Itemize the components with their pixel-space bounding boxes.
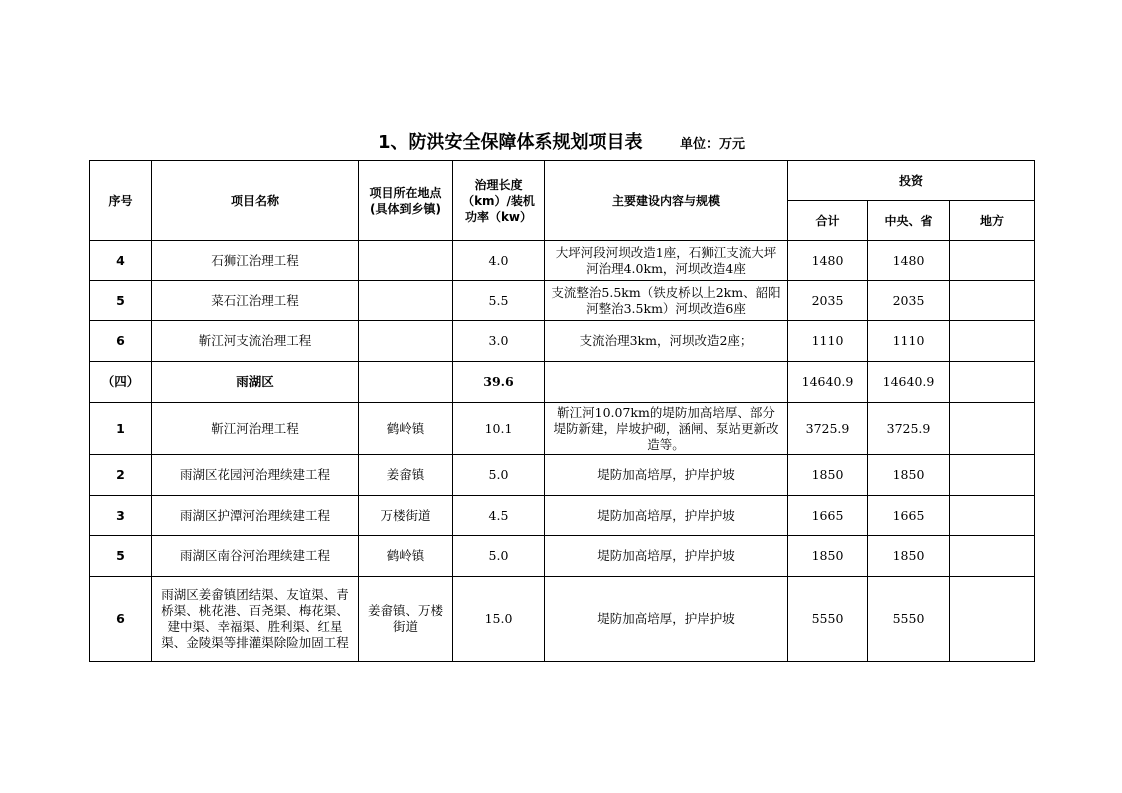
cell-content: 堤防加高培厚，护岸护坡 <box>545 496 788 536</box>
table-row <box>90 403 1035 455</box>
cell-total: 1665 <box>788 496 868 536</box>
table-row <box>90 241 1035 281</box>
unit-label: 单位：万元 <box>680 137 746 152</box>
cell-content: 大坪河段河坝改造1座，石狮江支流大坪河治理4.0km，河坝改造4座 <box>545 241 788 281</box>
cell-length: 5.5 <box>453 281 545 321</box>
cell-central: 1850 <box>868 536 950 577</box>
cell-content: 支流整治5.5km（铁皮桥以上2km、韶阳河整治3.5km）河坝改造6座 <box>545 281 788 321</box>
cell-total: 14640.9 <box>788 362 868 403</box>
cell-total: 5550 <box>788 577 868 662</box>
cell-seq: 5 <box>90 536 152 577</box>
table-row <box>90 281 1035 321</box>
header-seq: 序号 <box>90 161 152 241</box>
cell-total: 1480 <box>788 241 868 281</box>
cell-name: 靳江河治理工程 <box>152 403 359 455</box>
cell-total: 1850 <box>788 536 868 577</box>
header-location: 项目所在地点(具体到乡镇) <box>359 161 453 241</box>
cell-length: 39.6 <box>453 362 545 403</box>
cell-total: 1110 <box>788 321 868 362</box>
cell-seq: 6 <box>90 577 152 662</box>
cell-location <box>359 241 453 281</box>
cell-central: 14640.9 <box>868 362 950 403</box>
cell-local <box>950 536 1035 577</box>
cell-length: 15.0 <box>453 577 545 662</box>
cell-content: 支流治理3km，河坝改造2座； <box>545 321 788 362</box>
table-body <box>90 241 1035 662</box>
cell-content: 靳江河10.07km的堤防加高培厚、部分堤防新建，岸坡护砌，涵闸、泵站更新改造等。 <box>545 403 788 455</box>
page-title: 1、防洪安全保障体系规划项目表 <box>378 132 643 153</box>
cell-length: 5.0 <box>453 536 545 577</box>
cell-central: 1110 <box>868 321 950 362</box>
header-investment: 投资 <box>788 161 1035 201</box>
cell-local <box>950 321 1035 362</box>
table-row <box>90 455 1035 496</box>
cell-name: 雨湖区南谷河治理续建工程 <box>152 536 359 577</box>
cell-local <box>950 362 1035 403</box>
title-row <box>0 128 1122 156</box>
cell-length: 3.0 <box>453 321 545 362</box>
cell-central: 1480 <box>868 241 950 281</box>
header-length: 治理长度（km）/装机功率（kw） <box>453 161 545 241</box>
header-total: 合计 <box>788 201 868 241</box>
cell-local <box>950 241 1035 281</box>
cell-content <box>545 362 788 403</box>
section-row <box>90 362 1035 403</box>
cell-content: 堤防加高培厚，护岸护坡 <box>545 455 788 496</box>
cell-content: 堤防加高培厚，护岸护坡 <box>545 577 788 662</box>
cell-name: 雨湖区护潭河治理续建工程 <box>152 496 359 536</box>
cell-local <box>950 403 1035 455</box>
cell-length: 4.0 <box>453 241 545 281</box>
cell-seq: 3 <box>90 496 152 536</box>
cell-local <box>950 455 1035 496</box>
header-local: 地方 <box>950 201 1035 241</box>
table-row <box>90 496 1035 536</box>
header-central: 中央、省 <box>868 201 950 241</box>
cell-location <box>359 362 453 403</box>
cell-total: 1850 <box>788 455 868 496</box>
table-row <box>90 321 1035 362</box>
cell-local <box>950 496 1035 536</box>
cell-seq: 4 <box>90 241 152 281</box>
cell-total: 3725.9 <box>788 403 868 455</box>
cell-location: 万楼街道 <box>359 496 453 536</box>
cell-location: 姜畲镇 <box>359 455 453 496</box>
table-row <box>90 577 1035 662</box>
table-row <box>90 536 1035 577</box>
cell-seq: （四） <box>90 362 152 403</box>
cell-name: 石狮江治理工程 <box>152 241 359 281</box>
cell-location <box>359 281 453 321</box>
cell-central: 1665 <box>868 496 950 536</box>
header-content: 主要建设内容与规模 <box>545 161 788 241</box>
cell-seq: 5 <box>90 281 152 321</box>
cell-length: 10.1 <box>453 403 545 455</box>
cell-location: 姜畲镇、万楼街道 <box>359 577 453 662</box>
cell-location: 鹤岭镇 <box>359 403 453 455</box>
cell-local <box>950 281 1035 321</box>
header-name: 项目名称 <box>152 161 359 241</box>
cell-central: 1850 <box>868 455 950 496</box>
cell-location: 鹤岭镇 <box>359 536 453 577</box>
cell-name: 靳江河支流治理工程 <box>152 321 359 362</box>
cell-content: 堤防加高培厚，护岸护坡 <box>545 536 788 577</box>
project-table <box>89 160 1035 662</box>
cell-name: 雨湖区花园河治理续建工程 <box>152 455 359 496</box>
cell-length: 5.0 <box>453 455 545 496</box>
cell-total: 2035 <box>788 281 868 321</box>
cell-seq: 6 <box>90 321 152 362</box>
cell-central: 5550 <box>868 577 950 662</box>
cell-name: 菜石江治理工程 <box>152 281 359 321</box>
cell-local <box>950 577 1035 662</box>
cell-name: 雨湖区姜畲镇团结渠、友谊渠、青桥渠、桃花港、百尧渠、梅花渠、建中渠、幸福渠、胜利渠、红星渠、金陵渠等排灌渠除险加固工程 <box>152 577 359 662</box>
cell-name: 雨湖区 <box>152 362 359 403</box>
cell-seq: 2 <box>90 455 152 496</box>
cell-seq: 1 <box>90 403 152 455</box>
cell-length: 4.5 <box>453 496 545 536</box>
cell-central: 2035 <box>868 281 950 321</box>
cell-central: 3725.9 <box>868 403 950 455</box>
cell-location <box>359 321 453 362</box>
